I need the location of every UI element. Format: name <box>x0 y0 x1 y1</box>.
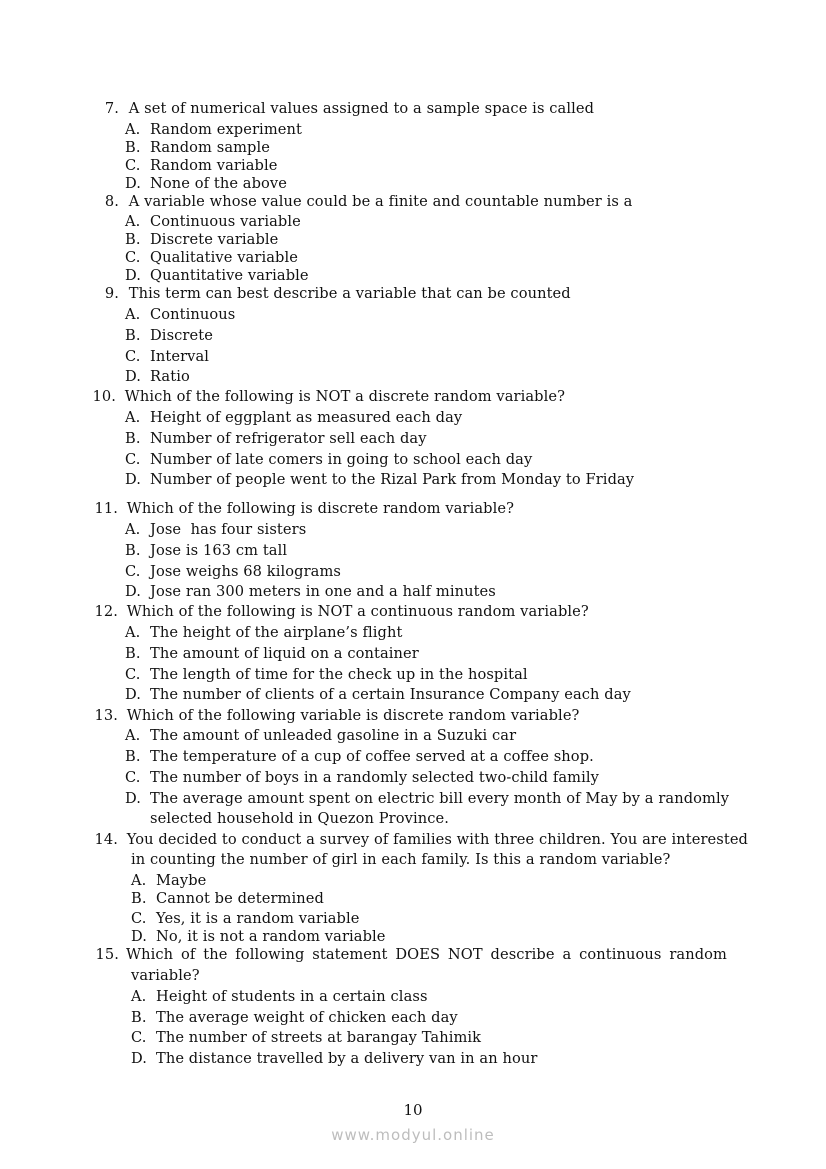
option-letter: B. <box>125 231 141 248</box>
question-number: 14. <box>94 831 118 848</box>
option-7b <box>125 139 270 157</box>
option-10b <box>125 430 427 448</box>
option-letter: B. <box>125 542 141 559</box>
option-12a <box>125 624 402 642</box>
option-text: The amount of unleaded gasoline in a Suzuki car <box>150 727 517 744</box>
option-10c <box>125 451 532 469</box>
question-text: Which of the following is NOT a continuous random variable? <box>126 603 589 620</box>
option-7a <box>125 121 302 139</box>
option-14a <box>131 872 206 890</box>
option-text: The height of the airplane’s flight <box>150 624 403 641</box>
option-text: The number of boys in a randomly selected two-child family <box>150 769 599 786</box>
question-number: 9. <box>104 285 119 302</box>
option-letter: B. <box>125 430 141 447</box>
question-8 <box>99 193 633 211</box>
question-7 <box>99 100 594 118</box>
option-12b <box>125 645 419 663</box>
option-11d <box>125 583 496 601</box>
option-10a <box>125 409 462 427</box>
option-text: Number of refrigerator sell each day <box>150 430 427 447</box>
option-text: Quantitative variable <box>150 267 309 284</box>
question-text: Which of the following statement DOES NOT describe a continuous random <box>126 946 727 963</box>
option-text: The temperature of a cup of coffee served at a coffee shop. <box>150 748 594 765</box>
option-letter: B. <box>125 748 141 765</box>
option-13d-continued: selected household in Quezon Province. <box>150 810 449 827</box>
option-9c <box>125 348 209 366</box>
question-text: Which of the following is NOT a discrete random variable? <box>124 388 566 405</box>
option-11c <box>125 563 341 581</box>
option-letter: D. <box>131 1050 148 1067</box>
option-letter: C. <box>131 910 147 927</box>
option-letter: B. <box>125 327 141 344</box>
option-letter: B. <box>131 1009 147 1026</box>
option-13d <box>125 790 729 808</box>
option-text: The number of clients of a certain Insurance Company each day <box>150 686 631 703</box>
question-13 <box>94 707 579 725</box>
question-number: 12. <box>94 603 118 620</box>
option-text: Yes, it is a random variable <box>156 910 360 927</box>
question-number: 8. <box>104 193 119 210</box>
option-8a <box>125 213 301 231</box>
option-text: The average weight of chicken each day <box>156 1009 458 1026</box>
option-text: The amount of liquid on a container <box>150 645 419 662</box>
option-letter: D. <box>131 928 148 945</box>
option-letter: D. <box>125 686 142 703</box>
option-text: Ratio <box>150 368 190 385</box>
option-text: None of the above <box>150 175 288 192</box>
option-text: Discrete variable <box>150 231 279 248</box>
question-number: 10. <box>92 388 116 405</box>
option-letter: D. <box>125 790 142 807</box>
question-11 <box>94 500 514 518</box>
question-number: 11. <box>94 500 118 517</box>
option-text: Height of eggplant as measured each day <box>150 409 463 426</box>
option-letter: A. <box>125 409 141 426</box>
option-letter: A. <box>131 872 147 889</box>
question-number: 13. <box>94 707 118 724</box>
option-13b <box>125 748 594 766</box>
watermark: www.modyul.online <box>331 1126 495 1144</box>
option-letter: A. <box>125 213 141 230</box>
option-15c <box>131 1029 481 1047</box>
option-15d <box>131 1050 537 1068</box>
option-11a <box>125 521 306 539</box>
option-15b <box>131 1009 458 1027</box>
option-letter: C. <box>125 451 141 468</box>
option-8c <box>125 249 298 267</box>
option-letter: A. <box>125 306 141 323</box>
option-14d <box>131 928 386 946</box>
option-8d <box>125 267 309 285</box>
option-text: Height of students in a certain class <box>156 988 428 1005</box>
option-9b <box>125 327 213 345</box>
question-12 <box>94 603 589 621</box>
option-letter: D. <box>125 583 142 600</box>
option-text: Jose weighs 68 kilograms <box>150 563 341 580</box>
option-letter: A. <box>125 727 141 744</box>
option-text: Jose ran 300 meters in one and a half minutes <box>150 583 496 600</box>
option-letter: C. <box>125 666 141 683</box>
question-text: Which of the following is discrete random variable? <box>126 500 515 517</box>
option-letter: D. <box>125 368 142 385</box>
question-text: A variable whose value could be a finite and countable number is a <box>128 193 633 210</box>
option-letter: B. <box>131 890 147 907</box>
option-letter: A. <box>125 521 141 538</box>
option-letter: C. <box>125 249 141 266</box>
option-letter: C. <box>125 563 141 580</box>
option-letter: A. <box>131 988 147 1005</box>
option-letter: B. <box>125 645 141 662</box>
question-10 <box>90 388 565 406</box>
page-number: 10 <box>403 1101 423 1119</box>
option-letter: C. <box>125 157 141 174</box>
option-13a <box>125 727 516 745</box>
question-14-continued: in counting the number of girl in each family. Is this a random variable? <box>131 851 671 868</box>
option-letter: A. <box>125 624 141 641</box>
option-text: Random variable <box>150 157 278 174</box>
question-9 <box>99 285 571 303</box>
option-12d <box>125 686 631 704</box>
question-text: This term can best describe a variable that can be counted <box>128 285 571 302</box>
option-text: Random experiment <box>150 121 302 138</box>
option-text: No, it is not a random variable <box>156 928 386 945</box>
option-letter: C. <box>125 769 141 786</box>
option-9d <box>125 368 190 386</box>
question-text: You decided to conduct a survey of families with three children. You are interested <box>126 831 748 848</box>
option-text: Number of late comers in going to school each day <box>150 451 533 468</box>
option-text: Number of people went to the Rizal Park from Monday to Friday <box>150 471 635 488</box>
option-14c <box>131 910 360 928</box>
question-15-continued: variable? <box>131 967 200 984</box>
option-letter: C. <box>125 348 141 365</box>
option-text: Maybe <box>156 872 207 889</box>
option-13c <box>125 769 599 787</box>
option-text: Continuous variable <box>150 213 301 230</box>
option-text: Jose has four sisters <box>150 521 307 538</box>
option-text: Qualitative variable <box>150 249 298 266</box>
question-14 <box>94 831 748 849</box>
option-letter: D. <box>125 175 142 192</box>
option-12c <box>125 666 528 684</box>
option-text: The average amount spent on electric bill every month of May by a randomly <box>150 790 730 807</box>
option-7d <box>125 175 287 193</box>
question-text: Which of the following variable is discrete random variable? <box>126 707 580 724</box>
option-letter: A. <box>125 121 141 138</box>
option-text: Cannot be determined <box>156 890 324 907</box>
question-15 <box>95 946 727 964</box>
option-text: The length of time for the check up in the hospital <box>150 666 528 683</box>
option-9a <box>125 306 235 324</box>
option-text: Interval <box>150 348 210 365</box>
option-7c <box>125 157 277 175</box>
option-10d <box>125 471 634 489</box>
option-text: Discrete <box>150 327 213 344</box>
option-text: The distance travelled by a delivery van in an hour <box>156 1050 538 1067</box>
option-letter: C. <box>131 1029 147 1046</box>
question-number: 7. <box>104 100 119 117</box>
question-number: 15. <box>95 946 119 963</box>
option-text: The number of streets at barangay Tahimik <box>156 1029 482 1046</box>
option-text: Continuous <box>150 306 236 323</box>
option-14b <box>131 890 324 908</box>
option-letter: B. <box>125 139 141 156</box>
option-text: Jose is 163 cm tall <box>150 542 288 559</box>
option-text: Random sample <box>150 139 271 156</box>
option-letter: D. <box>125 267 142 284</box>
question-text: A set of numerical values assigned to a sample space is called <box>128 100 595 117</box>
option-8b <box>125 231 278 249</box>
option-15a <box>131 988 428 1006</box>
option-11b <box>125 542 287 560</box>
option-letter: D. <box>125 471 142 488</box>
